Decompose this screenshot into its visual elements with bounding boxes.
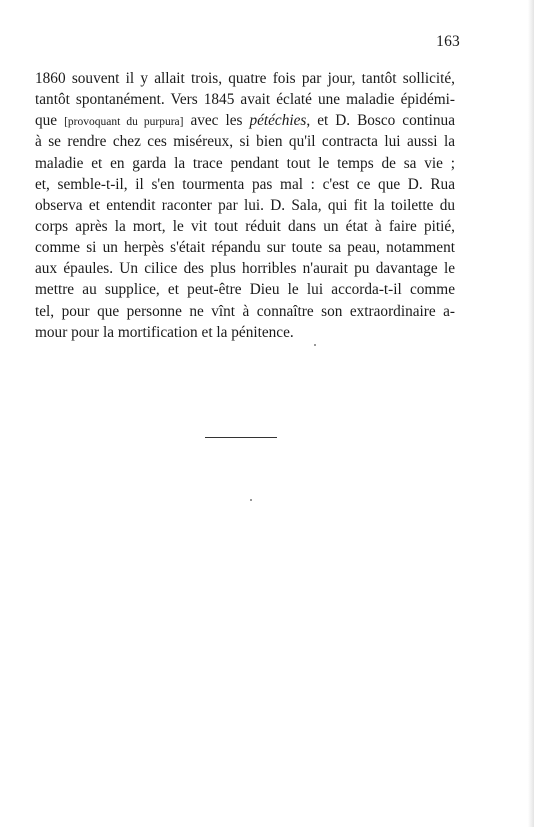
text-line-3-start: que xyxy=(35,112,65,130)
text-line-4: à se rendre chez ces miséreux, si bien qu'il contracta lui aussi la xyxy=(35,133,455,151)
text-line-5: maladie et en garda la trace pendant tout le temps de sa vie ; xyxy=(35,154,455,172)
italic-term: pétéchies xyxy=(249,112,307,130)
print-speck xyxy=(314,344,316,346)
text-line-9: comme si un herpès s'était répandu sur toute sa peau, notamment xyxy=(35,239,455,257)
page-number: 163 xyxy=(436,33,460,50)
text-line-10: aux épaules. Un cilice des plus horribles n'aurait pu davantage le xyxy=(35,260,455,278)
body-text xyxy=(35,68,455,343)
section-end-rule xyxy=(205,437,277,438)
editorial-note: [provoquant du purpura] xyxy=(64,116,184,129)
text-line-3-end: , et D. Bosco continua xyxy=(306,112,455,130)
print-speck xyxy=(250,499,252,501)
text-line-11: mettre au supplice, et peut-être Dieu le lui accorda-t-il comme xyxy=(35,281,455,299)
text-line-2: tantôt spontanément. Vers 1845 avait éclaté une maladie épidémi- xyxy=(35,91,455,109)
text-line-13: mour pour la mortification et la pénitence. xyxy=(35,323,294,341)
text-line-3-middle: avec les xyxy=(183,112,250,130)
text-line-7: observa et entendit raconter par lui. D. Sala, qui fit la toilette du xyxy=(35,196,455,214)
text-line-3 xyxy=(35,110,455,131)
text-line-6: et, semble-t-il, il s'en tourmenta pas mal : c'est ce que D. Rua xyxy=(35,175,455,193)
page-edge-shadow xyxy=(528,0,534,827)
text-line-12: tel, pour que personne ne vînt à connaître son extraordinaire a- xyxy=(35,302,455,320)
text-line-8: corps après la mort, le vit tout réduit dans un état à faire pitié, xyxy=(35,217,455,235)
text-line-1: 1860 souvent il y allait trois, quatre fois par jour, tantôt sollicité, xyxy=(35,70,455,87)
